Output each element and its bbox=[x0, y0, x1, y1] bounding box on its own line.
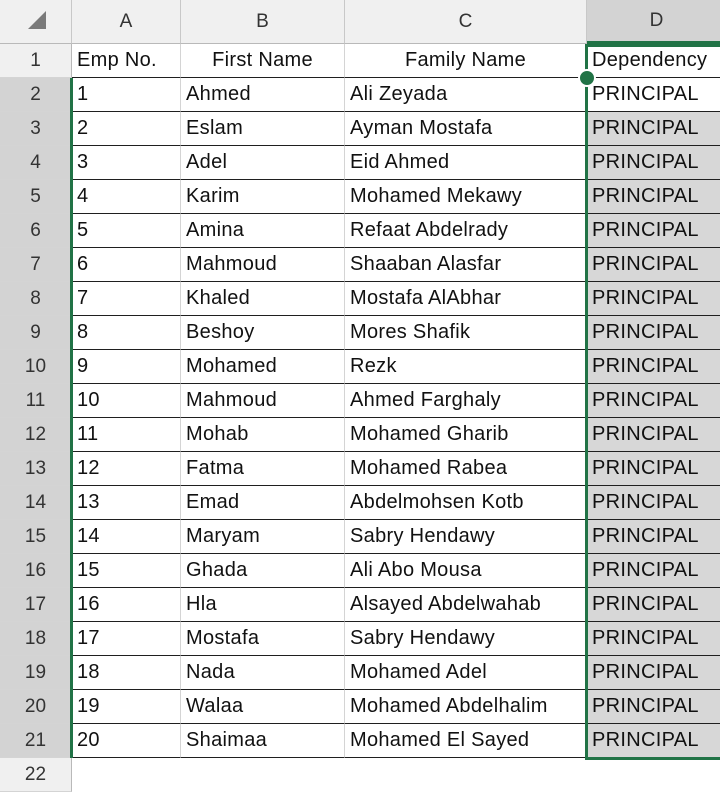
row-header[interactable]: 7 bbox=[0, 248, 72, 282]
cell-first-name[interactable]: Mostafa bbox=[181, 622, 345, 656]
cell-first-name[interactable]: Khaled bbox=[181, 282, 345, 316]
cell-family-name[interactable]: Shaaban Alasfar bbox=[345, 248, 587, 282]
cell-family-name[interactable]: Ayman Mostafa bbox=[345, 112, 587, 146]
cell-emp-no[interactable]: 16 bbox=[72, 588, 181, 622]
cell-first-name[interactable]: Adel bbox=[181, 146, 345, 180]
cell-emp-no[interactable]: 17 bbox=[72, 622, 181, 656]
cell-first-name[interactable]: Mohamed bbox=[181, 350, 345, 384]
row-header[interactable]: 4 bbox=[0, 146, 72, 180]
cell-emp-no[interactable]: 8 bbox=[72, 316, 181, 350]
cell-first-name[interactable]: Hla bbox=[181, 588, 345, 622]
cell-emp-no[interactable]: 2 bbox=[72, 112, 181, 146]
row-header[interactable]: 2 bbox=[0, 78, 72, 112]
cell-dependency[interactable]: PRINCIPAL bbox=[587, 554, 720, 588]
row-header[interactable]: 17 bbox=[0, 588, 72, 622]
cell-emp-no[interactable]: 5 bbox=[72, 214, 181, 248]
cell-family-name[interactable]: Sabry Hendawy bbox=[345, 622, 587, 656]
select-all-corner[interactable] bbox=[0, 0, 72, 44]
cell-first-name[interactable]: Beshoy bbox=[181, 316, 345, 350]
row-header[interactable]: 12 bbox=[0, 418, 72, 452]
cell-dependency[interactable]: PRINCIPAL bbox=[587, 690, 720, 724]
row-header[interactable]: 20 bbox=[0, 690, 72, 724]
cell-dependency[interactable]: PRINCIPAL bbox=[587, 112, 720, 146]
row-header[interactable]: 10 bbox=[0, 350, 72, 384]
header-cell-dependency[interactable]: Dependency bbox=[587, 44, 720, 78]
cell-first-name[interactable]: Eslam bbox=[181, 112, 345, 146]
cell-dependency[interactable]: PRINCIPAL bbox=[587, 146, 720, 180]
cell-emp-no[interactable]: 10 bbox=[72, 384, 181, 418]
cell-first-name[interactable]: Fatma bbox=[181, 452, 345, 486]
cell-first-name[interactable]: Ghada bbox=[181, 554, 345, 588]
cell-first-name[interactable]: Walaa bbox=[181, 690, 345, 724]
cell-family-name[interactable]: Rezk bbox=[345, 350, 587, 384]
row-header[interactable]: 6 bbox=[0, 214, 72, 248]
cell-emp-no[interactable]: 14 bbox=[72, 520, 181, 554]
row-header[interactable]: 21 bbox=[0, 724, 72, 758]
cell-dependency[interactable]: PRINCIPAL bbox=[587, 214, 720, 248]
cell-family-name[interactable]: Ali Abo Mousa bbox=[345, 554, 587, 588]
cell-family-name[interactable]: Mohamed Mekawy bbox=[345, 180, 587, 214]
cell-family-name[interactable]: Mohamed Gharib bbox=[345, 418, 587, 452]
column-header-a[interactable]: A bbox=[72, 0, 181, 44]
cell-family-name[interactable]: Mostafa AlAbhar bbox=[345, 282, 587, 316]
row-header[interactable]: 16 bbox=[0, 554, 72, 588]
cell-family-name[interactable]: Mores Shafik bbox=[345, 316, 587, 350]
cell-family-name[interactable]: Mohamed El Sayed bbox=[345, 724, 587, 758]
header-cell-family-name[interactable]: Family Name bbox=[345, 44, 587, 78]
row-header[interactable]: 11 bbox=[0, 384, 72, 418]
cell-first-name[interactable]: Emad bbox=[181, 486, 345, 520]
selection-handle[interactable] bbox=[578, 69, 596, 87]
cell-first-name[interactable]: Ahmed bbox=[181, 78, 345, 112]
cell-family-name[interactable]: Mohamed Abdelhalim bbox=[345, 690, 587, 724]
selection-border-column-d bbox=[585, 44, 588, 760]
cell-dependency[interactable]: PRINCIPAL bbox=[587, 656, 720, 690]
column-header-b[interactable]: B bbox=[181, 0, 345, 44]
row-header[interactable]: 15 bbox=[0, 520, 72, 554]
cell-family-name[interactable]: Abdelmohsen Kotb bbox=[345, 486, 587, 520]
cell-emp-no[interactable]: 11 bbox=[72, 418, 181, 452]
cell-emp-no[interactable]: 20 bbox=[72, 724, 181, 758]
cell-first-name[interactable]: Nada bbox=[181, 656, 345, 690]
cell-emp-no[interactable]: 18 bbox=[72, 656, 181, 690]
cell-family-name[interactable]: Ali Zeyada bbox=[345, 78, 587, 112]
header-cell-emp-no[interactable]: Emp No. bbox=[72, 44, 181, 78]
cell-first-name[interactable]: Mahmoud bbox=[181, 248, 345, 282]
cell-dependency[interactable]: PRINCIPAL bbox=[587, 452, 720, 486]
cell-first-name[interactable]: Maryam bbox=[181, 520, 345, 554]
cell-first-name[interactable]: Amina bbox=[181, 214, 345, 248]
cell-emp-no[interactable]: 12 bbox=[72, 452, 181, 486]
cell-dependency[interactable]: PRINCIPAL bbox=[587, 418, 720, 452]
row-header[interactable]: 13 bbox=[0, 452, 72, 486]
row-header[interactable]: 18 bbox=[0, 622, 72, 656]
cell-first-name[interactable]: Karim bbox=[181, 180, 345, 214]
row-header[interactable]: 14 bbox=[0, 486, 72, 520]
cell-dependency[interactable]: PRINCIPAL bbox=[587, 486, 720, 520]
cell-emp-no[interactable]: 19 bbox=[72, 690, 181, 724]
cell-family-name[interactable]: Sabry Hendawy bbox=[345, 520, 587, 554]
cell-family-name[interactable]: Alsayed Abdelwahab bbox=[345, 588, 587, 622]
cell-dependency[interactable]: PRINCIPAL bbox=[587, 316, 720, 350]
cell-emp-no[interactable]: 6 bbox=[72, 248, 181, 282]
row-header[interactable]: 1 bbox=[0, 44, 72, 78]
row-header[interactable]: 19 bbox=[0, 656, 72, 690]
row-header[interactable]: 9 bbox=[0, 316, 72, 350]
cell-emp-no[interactable]: 15 bbox=[72, 554, 181, 588]
cell-dependency[interactable]: PRINCIPAL bbox=[587, 384, 720, 418]
selection-border-bottom bbox=[585, 757, 720, 760]
cell-dependency[interactable]: PRINCIPAL bbox=[587, 520, 720, 554]
cell-emp-no[interactable]: 4 bbox=[72, 180, 181, 214]
cell-emp-no[interactable]: 9 bbox=[72, 350, 181, 384]
row-header[interactable]: 3 bbox=[0, 112, 72, 146]
row-header[interactable]: 22 bbox=[0, 758, 72, 792]
cell-family-name[interactable]: Mohamed Adel bbox=[345, 656, 587, 690]
cell-family-name[interactable]: Eid Ahmed bbox=[345, 146, 587, 180]
cell-dependency[interactable]: PRINCIPAL bbox=[587, 248, 720, 282]
cell-emp-no[interactable]: 3 bbox=[72, 146, 181, 180]
cell-emp-no[interactable]: 7 bbox=[72, 282, 181, 316]
row-header[interactable]: 5 bbox=[0, 180, 72, 214]
cell-family-name[interactable]: Mohamed Rabea bbox=[345, 452, 587, 486]
cell-dependency[interactable]: PRINCIPAL bbox=[587, 350, 720, 384]
cell-dependency[interactable]: PRINCIPAL bbox=[587, 180, 720, 214]
cell-emp-no[interactable]: 1 bbox=[72, 78, 181, 112]
selection-border-column-a bbox=[70, 78, 73, 758]
cell-emp-no[interactable]: 13 bbox=[72, 486, 181, 520]
cell-first-name[interactable]: Shaimaa bbox=[181, 724, 345, 758]
cell-first-name[interactable]: Mahmoud bbox=[181, 384, 345, 418]
cell-family-name[interactable]: Refaat Abdelrady bbox=[345, 214, 587, 248]
row-header[interactable]: 8 bbox=[0, 282, 72, 316]
cell-dependency[interactable]: PRINCIPAL bbox=[587, 724, 720, 758]
column-header-c[interactable]: C bbox=[345, 0, 587, 44]
cell-dependency[interactable]: PRINCIPAL bbox=[587, 588, 720, 622]
select-all-triangle-icon[interactable] bbox=[28, 11, 46, 29]
column-header-d[interactable]: D bbox=[587, 0, 720, 44]
cell-dependency[interactable]: PRINCIPAL bbox=[587, 78, 720, 112]
selection-border-column-d-top bbox=[585, 44, 720, 47]
cell-first-name[interactable]: Mohab bbox=[181, 418, 345, 452]
cell-dependency[interactable]: PRINCIPAL bbox=[587, 622, 720, 656]
cell-family-name[interactable]: Ahmed Farghaly bbox=[345, 384, 587, 418]
cell-dependency[interactable]: PRINCIPAL bbox=[587, 282, 720, 316]
header-cell-first-name[interactable]: First Name bbox=[181, 44, 345, 78]
